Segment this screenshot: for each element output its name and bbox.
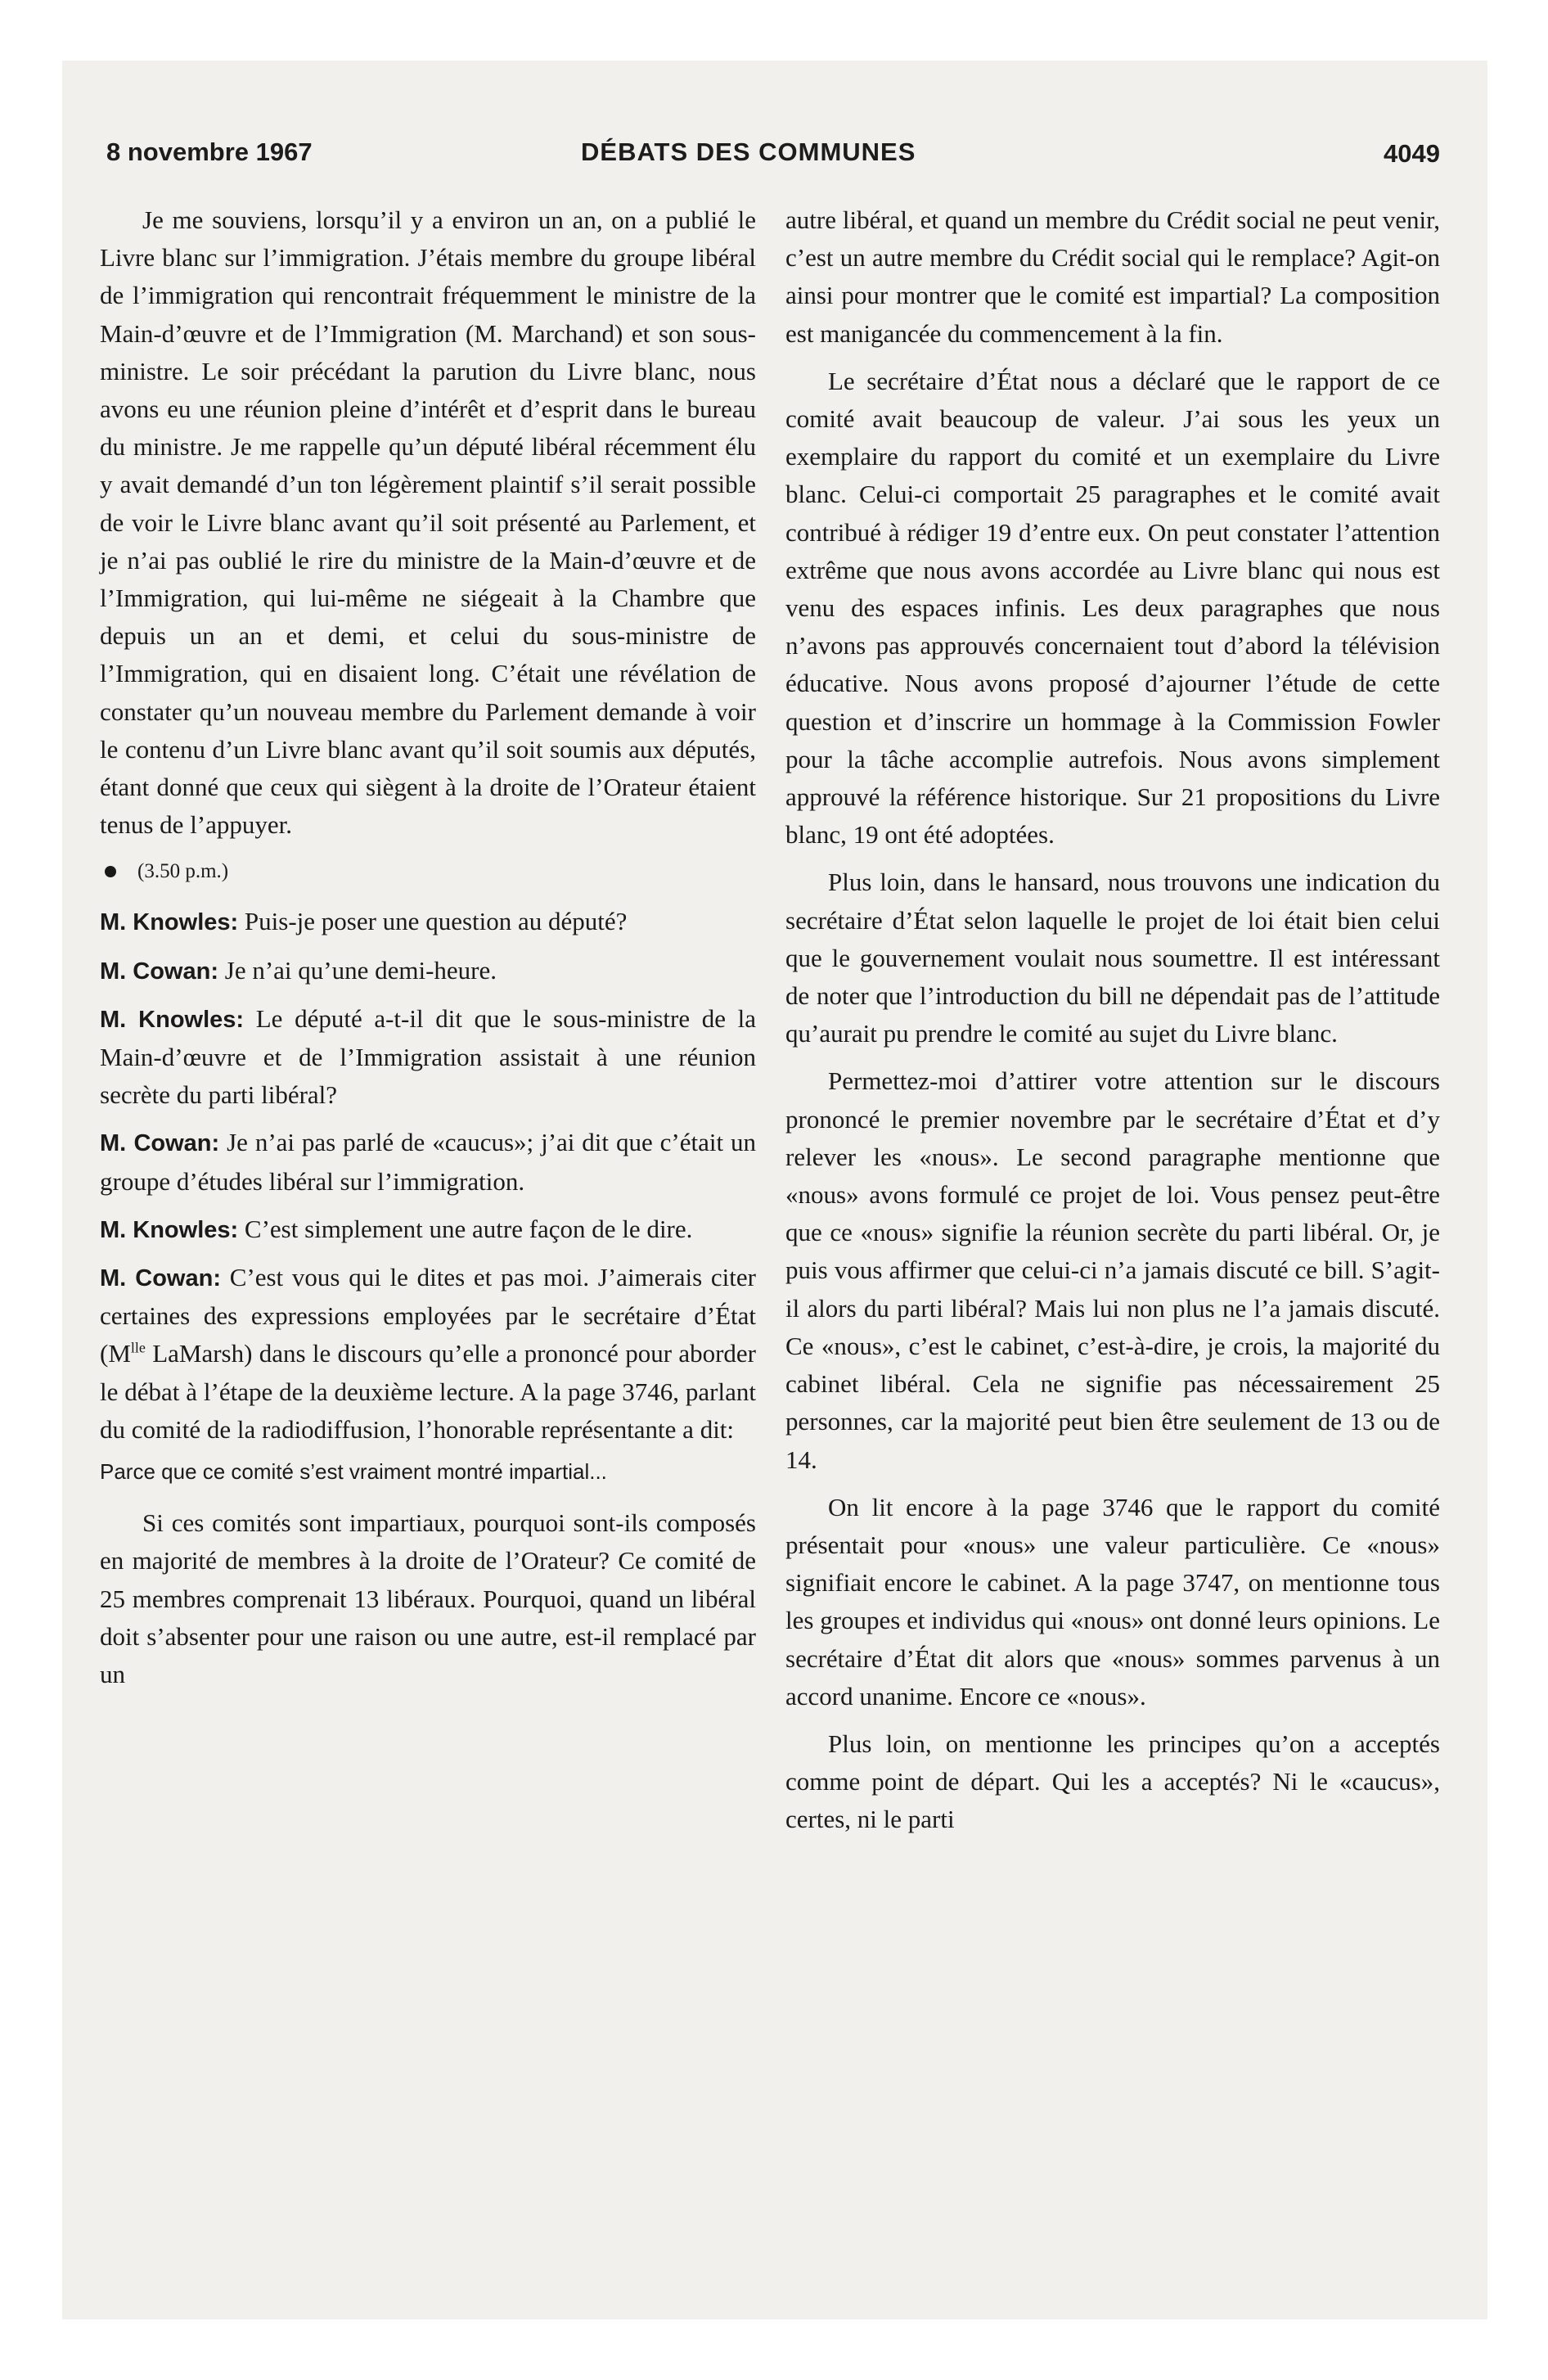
speech-text: Je n’ai pas parlé de «caucus»; j’ai dit que c’était un groupe d’études libéral sur l’immigration. xyxy=(100,1128,756,1196)
speaker-name: M. Knowles: xyxy=(100,1216,239,1243)
bullet-icon xyxy=(105,866,116,877)
speech-text: LaMarsh) dans le discours qu’elle a prononcé pour aborder le débat à l’étape de la deuxième lecture. A la page 3746, parlant du comité de la radiodiffusion, l’honorable représentante a dit: xyxy=(100,1339,756,1444)
speech-text: Le député a-t-il dit que le sous-ministre de la Main-d’œuvre et de l’Immigration assistait à une réunion secrète du parti libéral? xyxy=(100,1003,757,1110)
time-marker xyxy=(100,855,756,888)
superscript: lle xyxy=(130,1340,146,1357)
speaker-name: M. Knowles: xyxy=(100,1006,245,1033)
speech-text: C’est vous qui le dites et pas moi. J’aimerais citer certaines des expressions employées par le secrétaire d’État (M xyxy=(100,1263,756,1368)
speech-knowles-1 xyxy=(100,903,756,941)
paragraph: Le secrétaire d’État nous a déclaré que le rapport de ce comité avait beaucoup de valeur. J’ai sous les yeux un exemplaire du rapport du comité et un exemplaire du Livre blanc. Celui-ci comportait 25 paragraphes et le comité avait contribué à rédiger 19 d’entre eux. On peut constater l’attention extrême que nous avons accordée au Livre blanc qui nous est venu des espaces infinis. Les deux paragraphes que nous n’avons pas approuvés concernaient tout d’abord la télévision éducative. Nous avons proposé d’ajourner l’étude de cette question et d’inscrire un hommage à la Commission Fowler pour la tâche accomplie autrefois. Nous avons simplement approuvé la référence historique. Sur 21 propositions du Livre blanc, 19 ont été adoptées. xyxy=(785,366,1440,850)
right-column xyxy=(785,201,1440,1839)
time-stamp: (3.50 p.m.) xyxy=(137,860,229,883)
block-quote: Parce que ce comité s’est vraiment montré impartial... xyxy=(100,1459,607,1485)
header-date: 8 novembre 1967 xyxy=(106,137,313,166)
paragraph: Plus loin, dans le hansard, nous trouvons une indication du secrétaire d’État selon laquelle le projet de loi était bien celui que le gouvernement voulait nous soumettre. Il est intéressant de noter que l’introduction du bill ne dépendait pas de l’attitude qu’aurait pu prendre le comité au sujet du Livre blanc. xyxy=(785,868,1440,1048)
paragraph: Je me souviens, lorsqu’il y a environ un an, on a publié le Livre blanc sur l’immigration. J’étais membre du groupe libéral de l’immigration qui rencontrait fréquemment le ministre de la Main-d’œuvre et de l’Immigration (M. Marchand) et son sous-ministre. Le soir précédant la parution du Livre blanc, nous avons eu une réunion pleine d’intérêt et d’esprit dans le bureau du ministre. Je me rappelle qu’un député libéral récemment élu y avait demandé d’un ton légèrement plaintif s’il serait possible de voir le Livre blanc avant qu’il soit présenté au Parlement, et je n’ai pas oublié le rire du ministre de la Main-d’œuvre et de l’Immigration, qui lui-même ne siégeait à la Chambre que depuis un an et demi, et celui du sous-ministre de l’Immigration, qui en disaient long. C’était une révélation de constater qu’un nouveau membre du Parlement demande à voir le contenu d’un Livre blanc avant qu’il soit soumis aux députés, étant donné que ceux qui siègent à la droite de l’Orateur étaient tenus de l’appuyer. xyxy=(100,205,756,840)
speaker-name: M. Cowan: xyxy=(100,1265,221,1292)
paragraph-continued: autre libéral, et quand un membre du Crédit social ne peut venir, c’est un autre membre du Crédit social qui le remplace? Agit-on ainsi pour montrer que le comité est impartial? La composition est manigancée du commencement à la fin. xyxy=(785,205,1440,348)
header-page-number: 4049 xyxy=(1384,139,1440,168)
speech-text: C’est simplement une autre façon de le dire. xyxy=(238,1214,693,1243)
speech-text: Je n’ai qu’une demi-heure. xyxy=(218,955,497,985)
speech-knowles-3 xyxy=(100,1210,756,1249)
left-column xyxy=(100,201,756,1693)
speaker-name: M. Cowan: xyxy=(100,1130,220,1157)
speech-text: Puis-je poser une question au député? xyxy=(238,907,628,936)
speech-cowan-1 xyxy=(100,952,756,990)
paragraph: Si ces comités sont impartiaux, pourquoi sont-ils composés en majorité de membres à la droite de l’Orateur? Ce comité de 25 membres comprenait 13 libéraux. Pourquoi, quand un libéral doit s’absenter pour une raison ou une autre, est-il remplacé par un xyxy=(100,1508,756,1688)
speech-cowan-3 xyxy=(100,1259,756,1449)
speech-cowan-2 xyxy=(100,1124,756,1200)
paragraph: Plus loin, on mentionne les principes qu’on a acceptés comme point de départ. Qui les a acceptés? Ni le «caucus», certes, ni le parti xyxy=(785,1729,1440,1834)
speaker-name: M. Knowles: xyxy=(100,909,239,936)
speech-knowles-2 xyxy=(100,1000,756,1115)
paragraph: Permettez-moi d’attirer votre attention sur le discours prononcé le premier novembre par le secrétaire d’État et d’y relever les «nous». Le second paragraphe mentionne que «nous» avons formulé ce projet de loi. Vous pensez peut-être que ce «nous» signifie la réunion secrète du parti libéral. Or, je puis vous affirmer que celui-ci n’a jamais discuté ce bill. S’agit-il alors du parti libéral? Mais lui non plus ne l’a jamais discuté. Ce «nous», c’est le cabinet, c’est-à-dire, je crois, la majorité du cabinet libéral. Cela ne signifie pas nécessairement 25 personnes, car la majorité peut bien être seulement de 13 ou de 14. xyxy=(785,1066,1440,1474)
page-header xyxy=(106,137,1440,177)
header-journal-title: DÉBATS DES COMMUNES xyxy=(581,137,916,166)
speaker-name: M. Cowan: xyxy=(100,958,218,985)
paragraph: On lit encore à la page 3746 que le rapport du comité présentait pour «nous» une valeur particulière. Ce «nous» signifiait encore le cabinet. A la page 3747, on mentionne tous les groupes et individus qui «nous» ont donné leurs opinions. Le secrétaire d’État dit alors que «nous» sommes parvenus à un accord unanime. Encore ce «nous». xyxy=(785,1492,1440,1711)
